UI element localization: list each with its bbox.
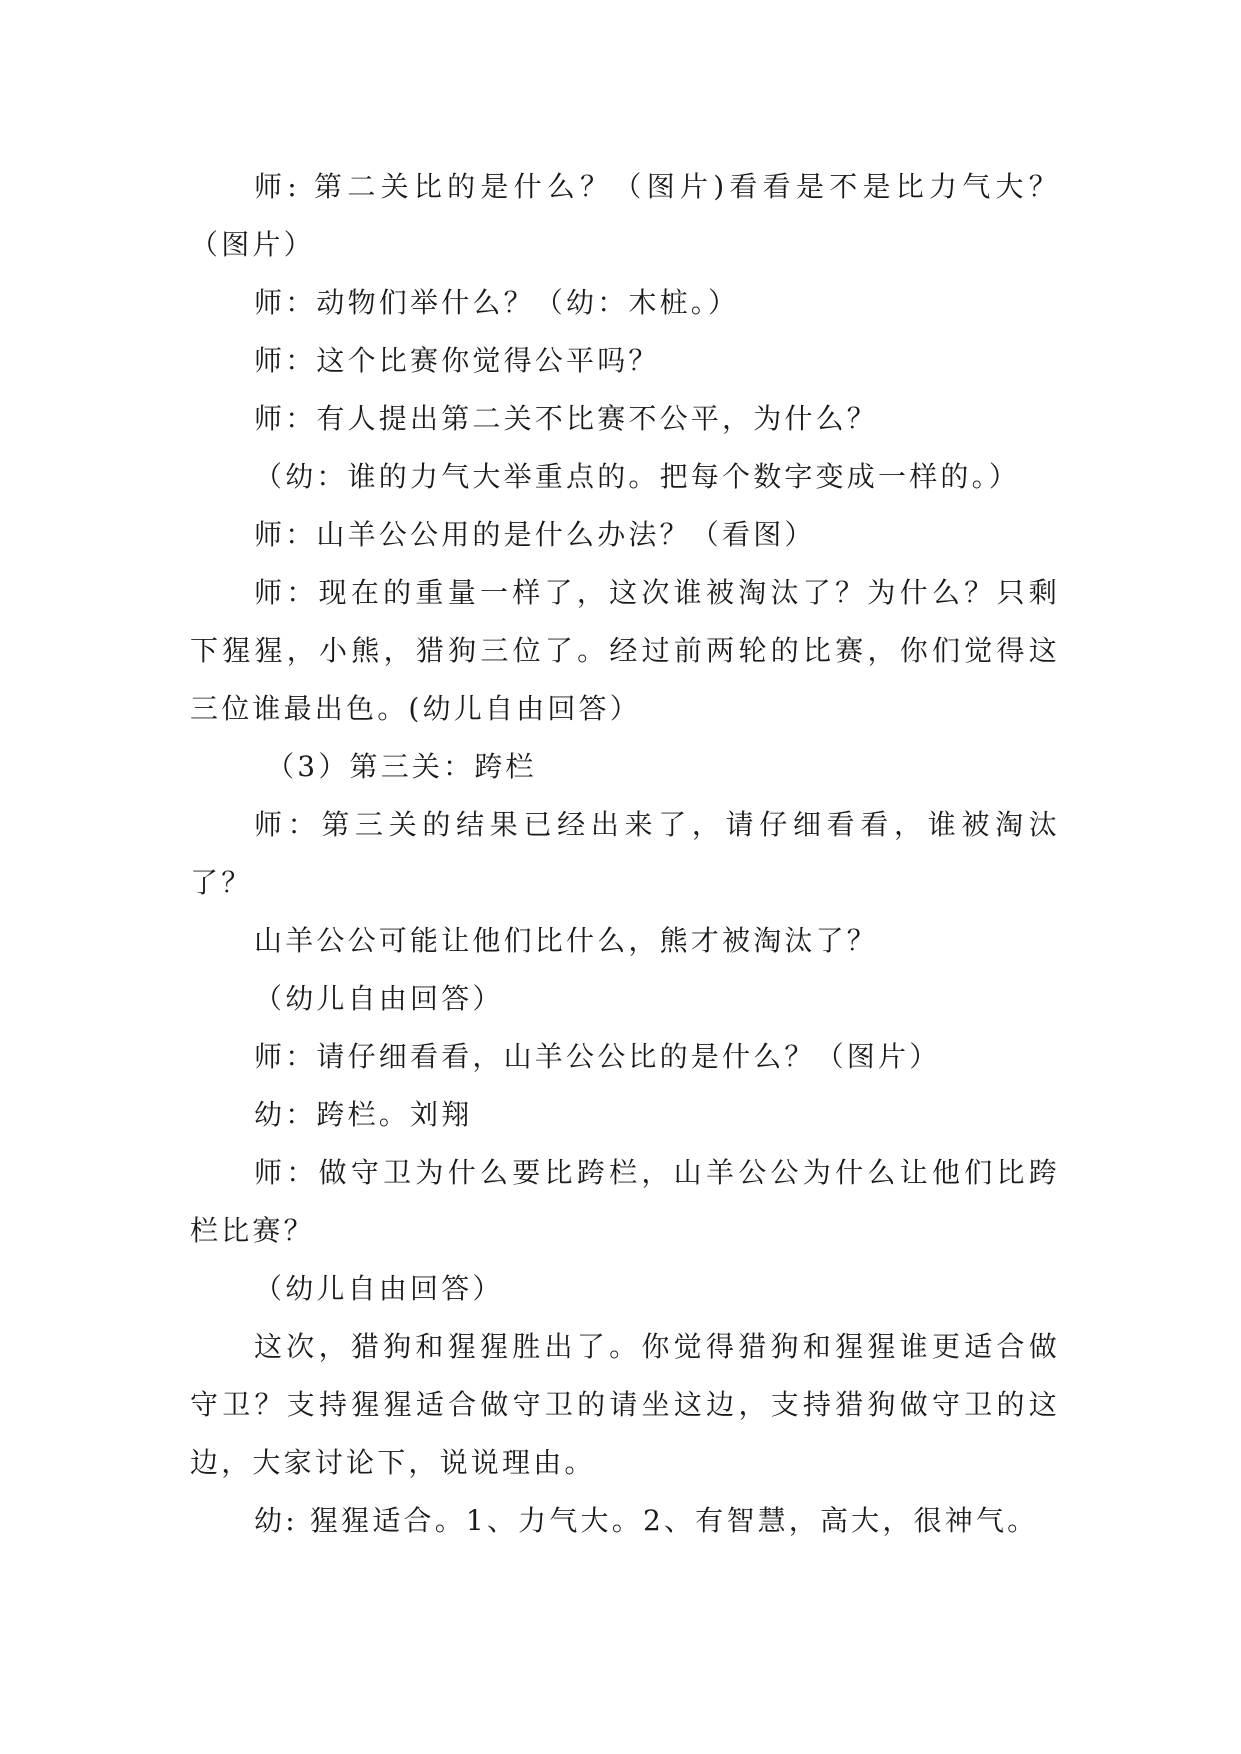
paragraph-6: 师：山羊公公用的是什么办法？（看图） — [254, 518, 816, 551]
paragraph-1: 师: 第二关比的是什么？（图片)看看是不是比力气大？（图片） — [190, 170, 1060, 261]
paragraph-3: 师：这个比赛你觉得公平吗？ — [254, 344, 660, 377]
paragraph-9: 师：第三关的结果已经出来了，请仔细看看，谁被淘汰了？ — [190, 808, 1060, 899]
paragraph-7: 师：现在的重量一样了，这次谁被淘汰了？为什么？只剩下猩猩，小熊，猎狗三位了。经过前两轮的比赛，你们觉得这三位谁最出色。(幼儿自由回答） — [190, 576, 1060, 725]
paragraph-13: 幼：跨栏。刘翔 — [254, 1098, 473, 1131]
paragraph-12: 师：请仔细看看，山羊公公比的是什么？（图片） — [254, 1040, 941, 1073]
paragraph-4: 师：有人提出第二关不比赛不公平，为什么？ — [254, 402, 879, 435]
paragraph-5: （幼：谁的力气大举重点的。把每个数字变成一样的。） — [254, 460, 1021, 493]
paragraph-17: 幼: 猩猩适合。1、力气大。2、有智慧，高大，很神气。 — [254, 1504, 1039, 1537]
paragraph-11: （幼儿自由回答） — [254, 982, 504, 1015]
section-heading: （3）第三关：跨栏 — [254, 750, 537, 783]
paragraph-14: 师：做守卫为什么要比跨栏，山羊公公为什么让他们比跨栏比赛？ — [190, 1156, 1060, 1247]
paragraph-10: 山羊公公可能让他们比什么，熊才被淘汰了？ — [254, 924, 879, 957]
document-body — [190, 158, 1060, 1550]
paragraph-16: 这次，猎狗和猩猩胜出了。你觉得猎狗和猩猩谁更适合做守卫？支持猩猩适合做守卫的请坐这边，支持猎狗做守卫的这边，大家讨论下，说说理由。 — [190, 1330, 1060, 1479]
paragraph-15: （幼儿自由回答） — [254, 1272, 504, 1305]
paragraph-2: 师：动物们举什么？（幼：木桩。） — [254, 286, 740, 319]
